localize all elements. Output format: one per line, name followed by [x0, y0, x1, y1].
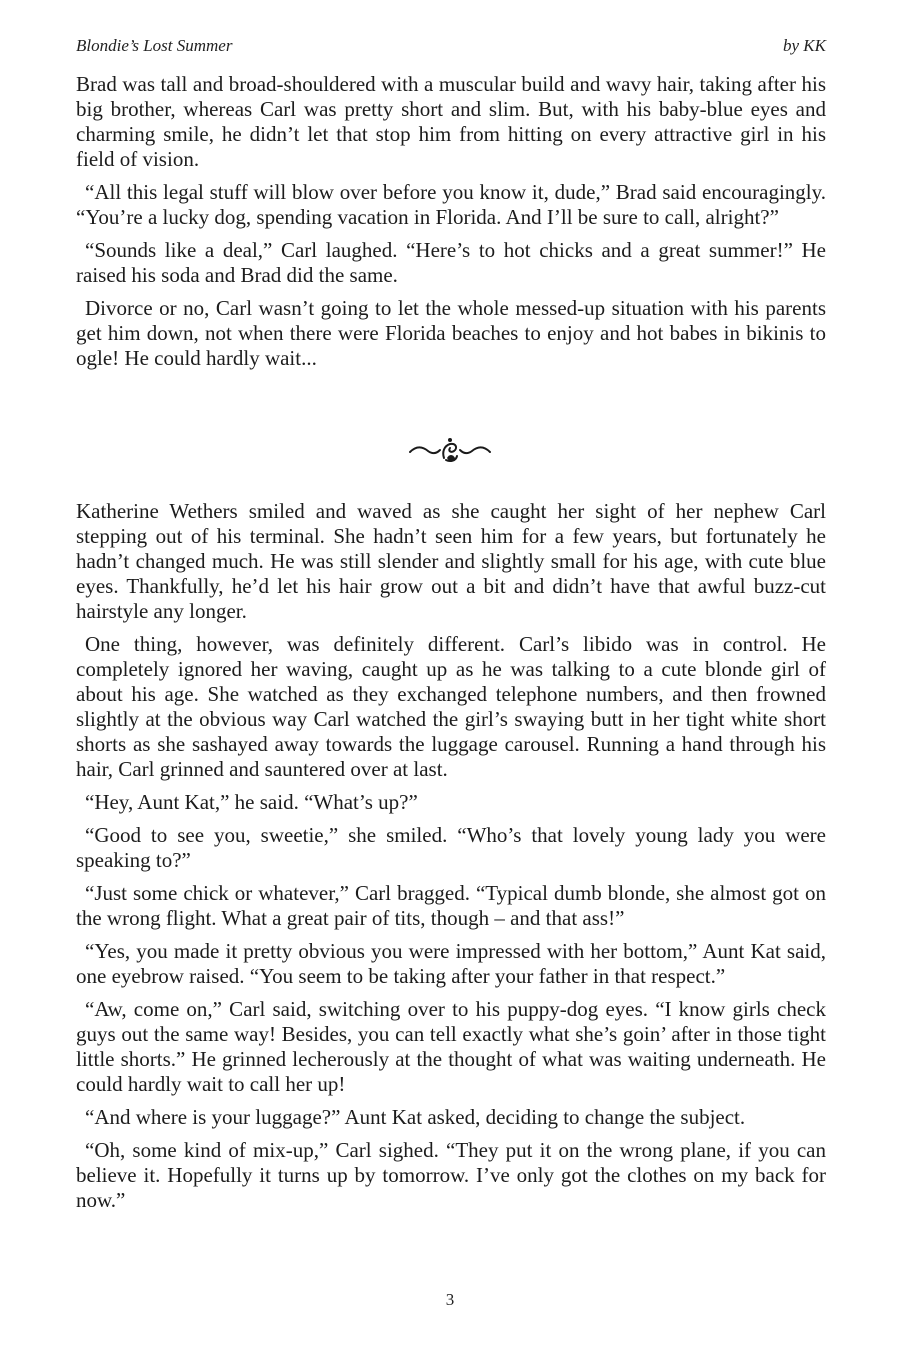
- paragraph: “Just some chick or whatever,” Carl bragged. “Typical dumb blonde, she almost got on the wrong flight. What a great pair of tits, though – and that ass!”: [76, 881, 826, 930]
- paragraph: Divorce or no, Carl wasn’t going to let the whole messed-up situation with his parents get him down, not when there were Florida beaches to enjoy and hot babes in bikinis to ogle! He could hardly wait...: [76, 296, 826, 370]
- paragraph: One thing, however, was definitely different. Carl’s libido was in control. He completely ignored her waving, caught up as he was talking to a cute blonde girl of about his age. She watched as they exchanged telephone numbers, and then frowned slightly at the obvious way Carl watched the girl’s swaying butt in her tight white short shorts as she sashayed away towards the luggage carousel. Running a hand through his hair, Carl grinned and sauntered over at last.: [76, 632, 826, 781]
- section-one: [76, 72, 826, 379]
- fleuron-divider-icon: [400, 432, 500, 468]
- paragraph: “Yes, you made it pretty obvious you were impressed with her bottom,” Aunt Kat said, one eyebrow raised. “You seem to be taking after your father in that respect.”: [76, 939, 826, 988]
- paragraph: “Good to see you, sweetie,” she smiled. “Who’s that lovely young lady you were speaking to?”: [76, 823, 826, 872]
- page-number: 3: [445, 1290, 455, 1309]
- running-header: [76, 36, 826, 58]
- paragraph: Katherine Wethers smiled and waved as she caught her sight of her nephew Carl stepping out of his terminal. She hadn’t seen him for a few years, but fortunately he hadn’t changed much. He was still slender and slightly small for his age, with cute blue eyes. Thankfully, he’d let his hair grow out a bit and didn’t have that awful buzz-cut hairstyle any longer.: [76, 499, 826, 623]
- paragraph: “And where is your luggage?” Aunt Kat asked, deciding to change the subject.: [85, 1105, 746, 1129]
- paragraph: “Hey, Aunt Kat,” he said. “What’s up?”: [85, 790, 418, 814]
- paragraph: “Sounds like a deal,” Carl laughed. “Here’s to hot chicks and a great summer!” He raised his soda and Brad did the same.: [76, 238, 826, 287]
- paragraph: “Aw, come on,” Carl said, switching over to his puppy-dog eyes. “I know girls check guys out the same way! Besides, you can tell exactly what she’s goin’ after in those tight little shorts.” He grinned lecherously at the thought of what was waiting underneath. He could hardly wait to call her up!: [76, 997, 826, 1096]
- paragraph: “Oh, some kind of mix-up,” Carl sighed. “They put it on the wrong plane, if you can believe it. Hopefully it turns up by tomorrow. I’ve only got the clothes on my back for now.”: [76, 1138, 826, 1212]
- paragraph: Brad was tall and broad-shouldered with a muscular build and wavy hair, taking after his big brother, whereas Carl was pretty short and slim. But, with his baby-blue eyes and charming smile, he didn’t let that stop him from hitting on every attractive girl in his field of vision.: [76, 72, 826, 171]
- book-title: Blondie’s Lost Summer: [76, 36, 233, 55]
- paragraph: “All this legal stuff will blow over before you know it, dude,” Brad said encouragingly. “You’re a lucky dog, spending vacation in Florida. And I’ll be sure to call, alright?”: [76, 180, 826, 229]
- section-two: [76, 499, 826, 1221]
- author-credit: by KK: [783, 36, 826, 55]
